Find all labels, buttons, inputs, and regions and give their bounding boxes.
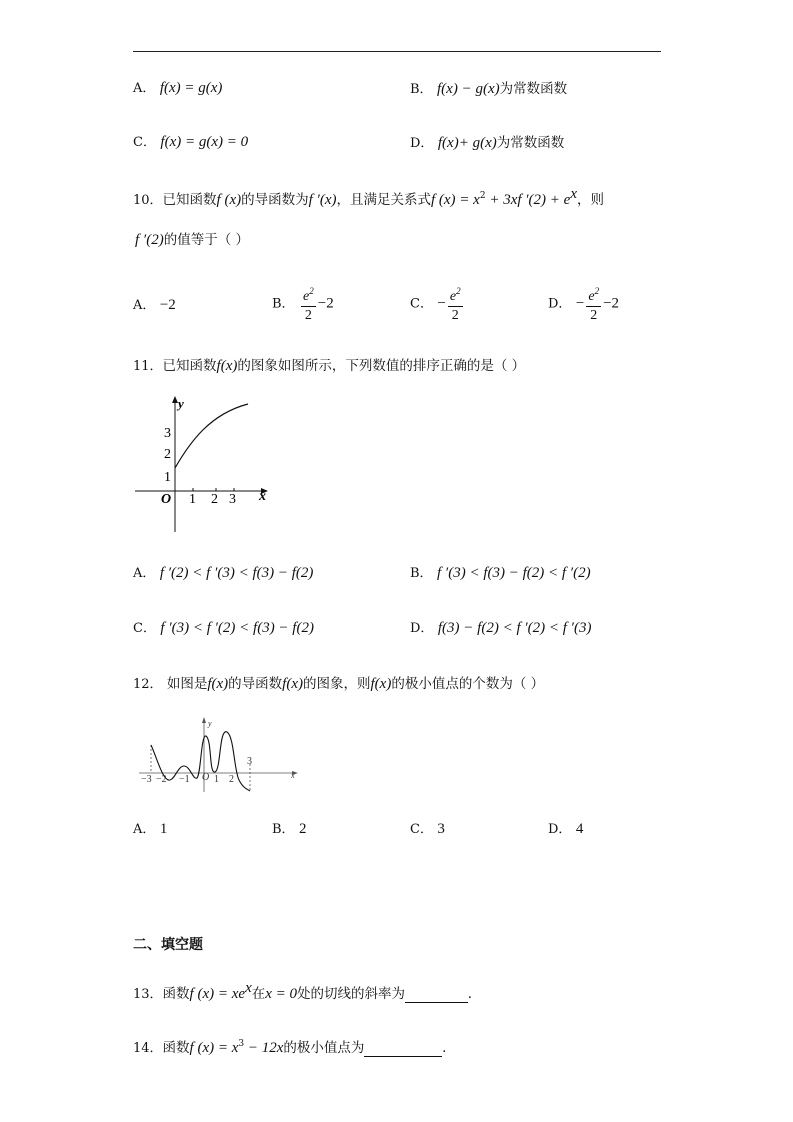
option-label: A． <box>133 81 156 96</box>
question-number: 11． <box>133 359 163 374</box>
x-tick-label: −2 <box>156 774 167 785</box>
y-label: y <box>208 719 212 728</box>
question-number: 14． <box>133 1041 163 1056</box>
q11-option-a[interactable]: A． f ′(2) < f ′(3) < f(3) − f(2) <box>133 565 314 581</box>
option-label: C． <box>133 135 156 150</box>
x-tick-label: 1 <box>214 774 219 785</box>
q10-option-b[interactable]: B． $\frac{e^2}{2}$ −2 <box>272 283 334 324</box>
option-math: f(x)+ g(x) <box>437 135 497 151</box>
q11-option-c[interactable]: C． f ′(3) < f ′(2) < f(3) − f(2) <box>133 620 314 636</box>
option-math: f(x) − g(x) <box>437 81 500 97</box>
option-text: 为常数函数 <box>499 81 568 97</box>
q9-option-a[interactable] <box>133 77 222 97</box>
q12-graph <box>137 714 302 796</box>
y-tick-label: 1 <box>164 470 171 485</box>
q11-graph <box>130 392 280 537</box>
fraction: $\frac{e^2}{2}$ <box>448 283 463 324</box>
option-math: f(x) = g(x) = 0 <box>160 134 249 150</box>
q10-stem-line1: 10．已知函数f (x)的导函数为f ′(x)，且满足关系式f $(x) = x^2 + 3xf$ $'(2) + e^x$，则 <box>133 186 604 208</box>
q12-option-a[interactable]: A． 1 <box>133 821 168 837</box>
x-tick-label: 2 <box>229 774 234 785</box>
q11-option-b[interactable]: B． f ′(3) < f(3) − f(2) < f ′(2) <box>410 565 591 581</box>
answer-blank[interactable] <box>364 1042 442 1057</box>
x-tick-label: 1 <box>189 492 196 507</box>
section-title: 二、填空题 <box>133 937 203 953</box>
option-label: B． <box>410 82 433 97</box>
x-label: x <box>291 771 295 780</box>
q9-option-d[interactable] <box>410 131 564 152</box>
x-tick-label: 2 <box>211 492 218 507</box>
q10-option-c[interactable]: C． − $\frac{e^2}{2}$ <box>410 283 465 324</box>
x-tick-label: 3 <box>229 492 236 507</box>
fraction: $\frac{e^2}{2}$ <box>586 283 601 324</box>
question-number: 10． <box>133 193 163 208</box>
y-tick-label: 3 <box>164 426 171 441</box>
q13-stem: 13．函数f $(x) = xe^x$在x = 0处的切线的斜率为 . <box>133 980 472 1002</box>
q11-option-d[interactable]: D． f(3) − f(2) < f ′(2) < f ′(3) <box>410 620 592 636</box>
x-tick-label: −3 <box>141 774 152 785</box>
question-number: 13． <box>133 987 163 1002</box>
q9-option-c[interactable] <box>133 131 248 151</box>
origin-label: O <box>202 772 210 783</box>
q12-option-c[interactable]: C． 3 <box>410 821 445 837</box>
x-tick-label: −1 <box>179 774 190 785</box>
q12-option-d[interactable]: D． 4 <box>548 821 584 837</box>
option-text: 为常数函数 <box>496 135 565 151</box>
answer-blank[interactable] <box>405 988 468 1003</box>
x-tick-label: 3 <box>247 756 252 767</box>
y-tick-label: 2 <box>164 447 171 462</box>
fraction: $\frac{e^2}{2}$ <box>301 283 316 324</box>
q11-stem: 11．已知函数f(x)的图象如图所示，下列数值的排序正确的是（ ） <box>133 358 526 374</box>
q10-option-d[interactable]: D． − $\frac{e^2}{2}$ −2 <box>548 283 619 324</box>
y-axis-arrow <box>202 717 206 723</box>
q9-option-b[interactable] <box>410 77 567 98</box>
q12-stem: 12． 如图是f(x)的导函数f(x)的图象，则f(x)的极小值点的个数为（ ） <box>133 676 545 692</box>
option-label: D． <box>410 136 434 151</box>
question-number: 12． <box>133 677 163 692</box>
x-label: x <box>259 489 266 504</box>
q14-stem: 14．函数f $(x) = x^3 - 12x$的极小值点为 . <box>133 1039 447 1056</box>
option-math: f(x) = g(x) <box>159 80 223 96</box>
y-label: y <box>178 396 184 411</box>
q10-option-a[interactable]: A． −2 <box>133 297 176 313</box>
top-rule <box>133 51 661 52</box>
origin-label: O <box>161 492 172 507</box>
function-curve <box>175 404 248 468</box>
q12-option-b[interactable]: B． 2 <box>272 821 307 837</box>
q10-stem-line2: f ′(2)的值等于（ ） <box>135 232 249 248</box>
